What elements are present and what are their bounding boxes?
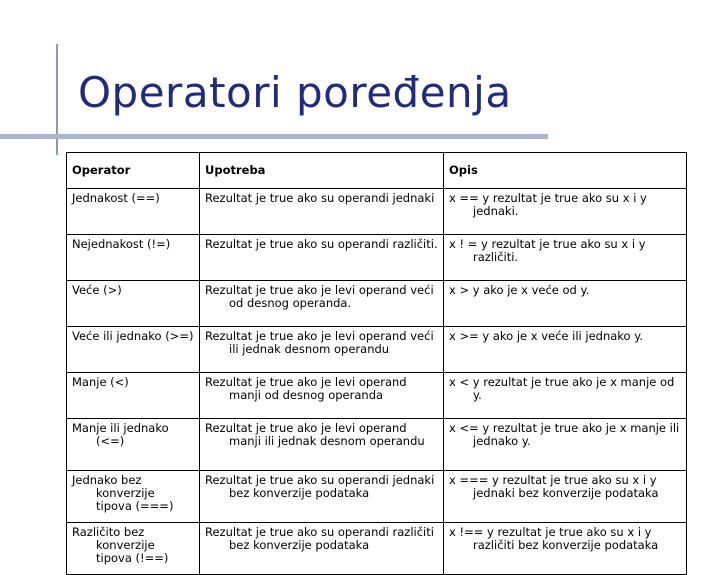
- operator-text: Nejednakost (!=): [72, 237, 171, 251]
- usage-text: Rezultat je true ako je levi operand manji ili jednak desnom operandu: [205, 421, 425, 448]
- table-row: [67, 327, 687, 373]
- description-text: x >= y ako je x veće ili jednako y.: [449, 329, 644, 343]
- operator-cell: [67, 373, 200, 419]
- usage-text: Rezultat je true ako je levi operand manji od desnog operanda: [205, 375, 407, 402]
- description-cell: [444, 235, 687, 281]
- page-title: Operatori poređenja: [78, 68, 512, 117]
- operator-cell: [67, 471, 200, 523]
- description-text: x < y rezultat je true ako je x manje od y.: [449, 375, 675, 402]
- description-cell: [444, 373, 687, 419]
- operators-table: [66, 152, 687, 575]
- description-cell: [444, 281, 687, 327]
- usage-cell: [200, 281, 444, 327]
- header-opis: Opis: [444, 153, 687, 189]
- usage-text: Rezultat je true ako su operandi jednaki: [205, 191, 435, 205]
- usage-cell: [200, 523, 444, 575]
- usage-text: Rezultat je true ako su operandi različiti.: [205, 237, 438, 251]
- usage-cell: [200, 471, 444, 523]
- usage-text: Rezultat je true ako je levi operand veći ili jednak desnom operandu: [205, 329, 434, 356]
- description-text: x <= y rezultat je true ako je x manje ili jednako y.: [449, 421, 680, 448]
- usage-text: Rezultat je true ako je levi operand veći od desnog operanda.: [205, 283, 434, 310]
- table-row: [67, 281, 687, 327]
- title-underline-bar: [0, 134, 548, 139]
- operator-text: Jednako bez konverzije tipova (===): [72, 473, 174, 513]
- table-row: [67, 523, 687, 575]
- table-header-row: [67, 153, 687, 189]
- usage-cell: [200, 419, 444, 471]
- description-text: x == y rezultat je true ako su x i y jednaki.: [449, 191, 647, 218]
- table-row: [67, 235, 687, 281]
- operator-text: Jednakost (==): [72, 191, 160, 205]
- usage-cell: [200, 373, 444, 419]
- description-cell: [444, 471, 687, 523]
- operator-cell: [67, 523, 200, 575]
- operator-cell: [67, 327, 200, 373]
- description-cell: [444, 327, 687, 373]
- usage-cell: [200, 327, 444, 373]
- operator-cell: [67, 281, 200, 327]
- description-text: x ! = y rezultat je true ako su x i y različiti.: [449, 237, 646, 264]
- table-row: [67, 373, 687, 419]
- usage-text: Rezultat je true ako su operandi jednaki bez konverzije podataka: [205, 473, 435, 500]
- operator-text: Veće ili jednako (>=): [72, 329, 194, 343]
- operator-cell: [67, 189, 200, 235]
- operator-text: Veće (>): [72, 283, 122, 297]
- operator-text: Različito bez konverzije tipova (!==): [72, 525, 169, 565]
- operator-cell: [67, 235, 200, 281]
- operator-text: Manje (<): [72, 375, 129, 389]
- description-cell: [444, 419, 687, 471]
- description-text: x === y rezultat je true ako su x i y jednaki bez konverzije podataka: [449, 473, 659, 500]
- usage-cell: [200, 189, 444, 235]
- table-row: [67, 419, 687, 471]
- header-upotreba: Upotreba: [200, 153, 444, 189]
- table-row: [67, 189, 687, 235]
- header-operator: Operator: [67, 153, 200, 189]
- description-cell: [444, 523, 687, 575]
- description-text: x !== y rezultat je true ako su x i y različiti bez konverzije podataka: [449, 525, 659, 552]
- table-row: [67, 471, 687, 523]
- description-text: x > y ako je x veće od y.: [449, 283, 590, 297]
- usage-cell: [200, 235, 444, 281]
- usage-text: Rezultat je true ako su operandi različiti bez konverzije podataka: [205, 525, 434, 552]
- description-cell: [444, 189, 687, 235]
- operator-cell: [67, 419, 200, 471]
- operator-text: Manje ili jednako (<=): [72, 421, 169, 448]
